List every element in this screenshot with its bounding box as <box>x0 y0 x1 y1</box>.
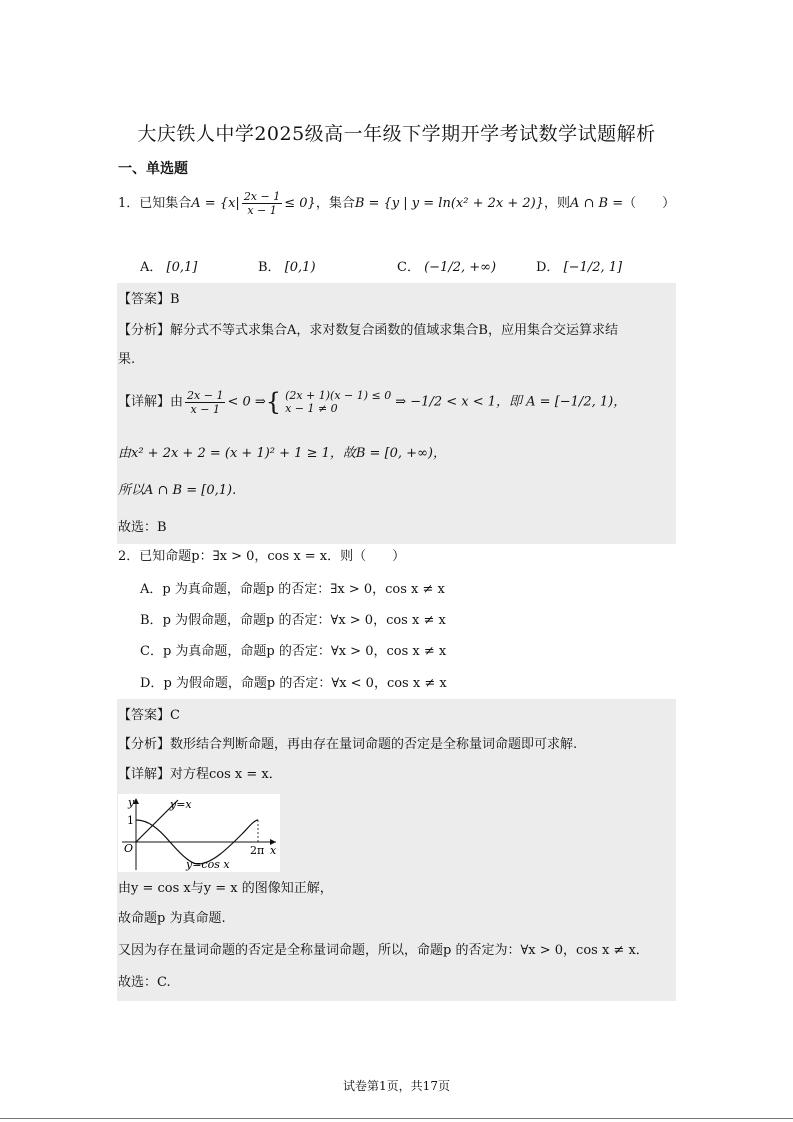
x-tick-label: 2π <box>250 844 265 857</box>
x-axis-label: x <box>270 844 277 857</box>
y-axis-label: y <box>128 796 135 809</box>
q2-option-d[interactable]: D．p 为假命题，命题p 的否定：∀x < 0，cos x ≠ x <box>140 676 447 691</box>
y-tick-label: 1 <box>127 814 134 827</box>
q1-detail-line3: 所以A ∩ B = [0,1). <box>118 483 237 498</box>
q2-detail-line4: 又因为存在量词命题的否定是全称量词命题，所以，命题p 的否定为：∀x > 0，cos x ≠ x． <box>118 943 649 958</box>
q1-analysis-line1: 【分析】解分式不等式求集合A，求对数复合函数的值域求集合B，应用集合交运算求结 <box>118 323 618 338</box>
q1-option-a[interactable]: A． [0,1] <box>140 260 198 275</box>
page-footer: 试卷第1页，共17页 <box>343 1079 450 1093</box>
line-label: y=x <box>170 798 192 811</box>
q1-answer: 【答案】B <box>118 292 180 307</box>
cosine-line-graph <box>118 794 280 872</box>
origin-label: O <box>124 842 134 855</box>
q1-conclusion: 故选：B <box>118 520 167 535</box>
q2-detail-line1: 【详解】对方程cos x = x． <box>118 767 282 782</box>
q1-detail-system: (2x + 1)(x − 1) ≤ 0 x − 1 ≠ 0 <box>285 389 392 415</box>
section-title: 一、单选题 <box>118 161 188 177</box>
q2-option-a[interactable]: A．p 为真命题，命题p 的否定：∃x > 0，cos x ≠ x <box>140 582 445 597</box>
page-title: 大庆铁人中学2025级高一年级下学期开学考试数学试题解析 <box>137 123 656 145</box>
q2-option-b[interactable]: B．p 为假命题，命题p 的否定：∀x > 0，cos x ≠ x <box>140 613 446 628</box>
q2-stem: 2．已知命题p：∃x > 0，cos x = x．则（ ） <box>118 549 406 564</box>
q1-analysis-line2: 果. <box>118 352 136 367</box>
q2-option-c[interactable]: C．p 为真命题，命题p 的否定：∀x > 0，cos x ≠ x <box>140 644 447 659</box>
q2-detail-line2: 由y = cos x与y = x 的图像知正解， <box>118 881 333 896</box>
q1-detail-fraction: $\frac{2x - 1}{x - 1}$ <box>187 388 224 416</box>
q1-option-c[interactable]: C． (−1/2, +∞) <box>397 260 497 275</box>
q1-option-d[interactable]: D． [−1/2, 1] <box>536 260 623 275</box>
curve-label: y=cos x <box>186 858 230 871</box>
q2-conclusion: 故选：C. <box>118 975 171 990</box>
q1-option-b[interactable]: B． [0,1) <box>258 260 316 275</box>
q1-stem-fraction: $\frac{2x - 1}{x - 1}$ <box>243 190 281 217</box>
q2-analysis: 【分析】数形结合判断命题，再由存在量词命题的否定是全称量词命题即可求解. <box>118 737 578 752</box>
q1-detail-line2: 由x² + 2x + 2 = (x + 1)² + 1 ≥ 1，故B = [0, +∞)， <box>118 446 446 461</box>
q2-detail-line3: 故命题p 为真命题. <box>118 911 226 926</box>
bottom-rule <box>0 1118 793 1119</box>
q2-answer: 【答案】C <box>118 708 180 723</box>
q1-stem: 1．已知集合A = {x| $\frac{2x - 1}{x - 1}$ ≤ 0}，集合B = {y | y = ln(x² + 2x + 2)}，则A ∩ B =（ ） <box>118 190 676 217</box>
q1-detail-line1: 【详解】由 $\frac{2x - 1}{x - 1}$ < 0 ⇒{ (2x + 1)(x − 1) ≤ 0 x − 1 ≠ 0 ⇒ −1/2 < x < 1，即 A = [−1/2, 1)， <box>118 388 627 416</box>
